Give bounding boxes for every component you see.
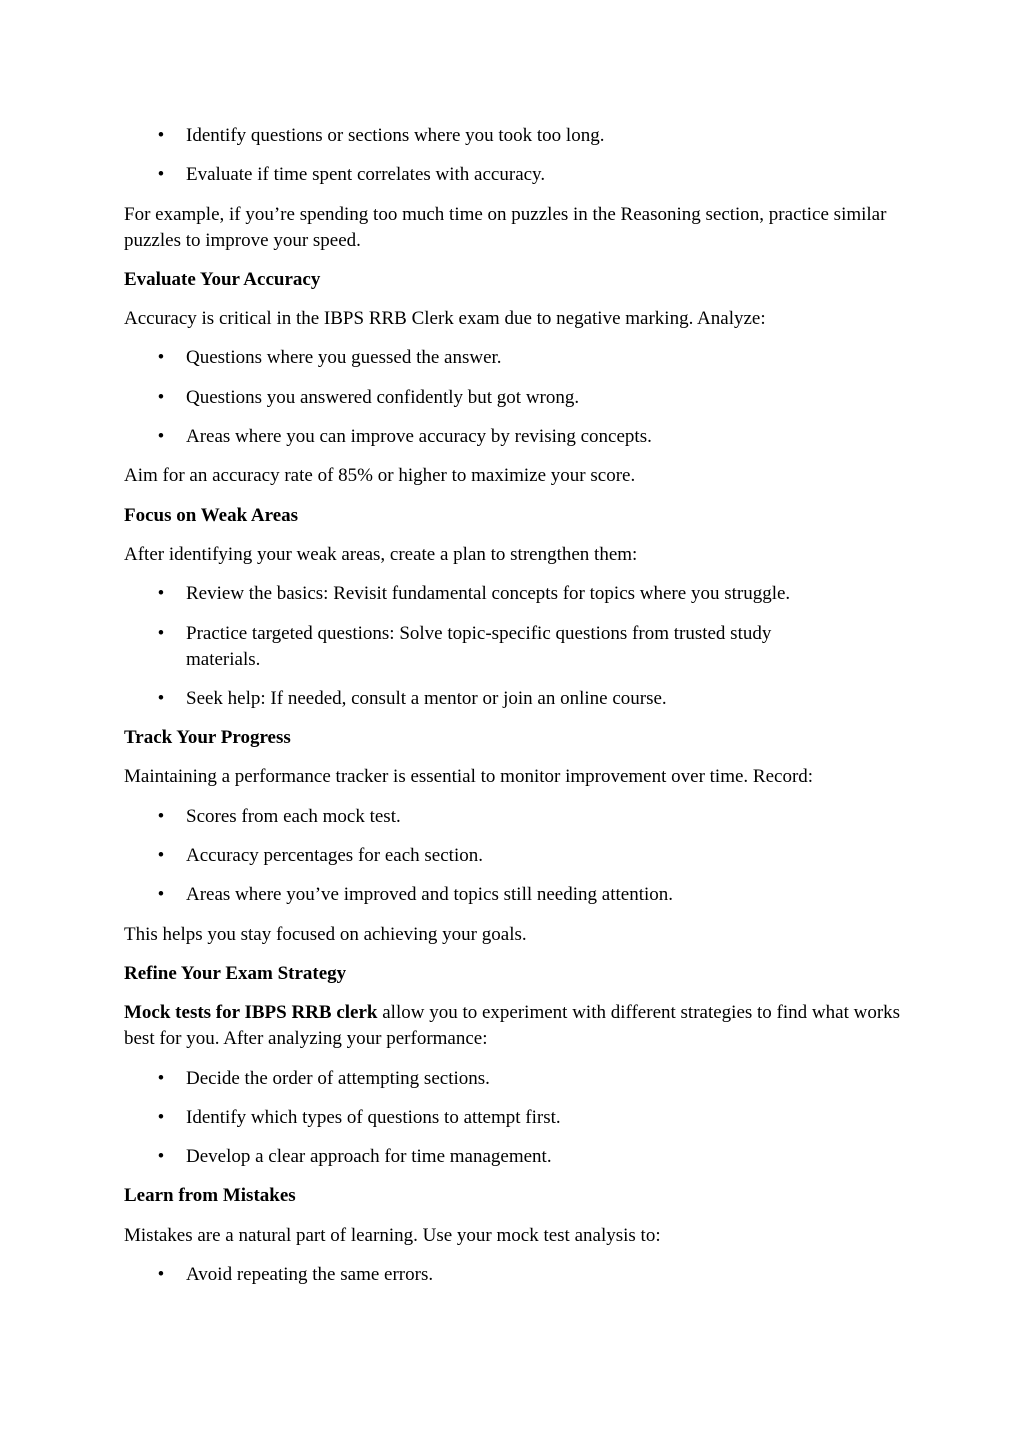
list-item (124, 804, 904, 830)
section-heading: Focus on Weak Areas (124, 505, 299, 526)
list-item (124, 345, 904, 371)
bullet-icon: • (157, 688, 165, 709)
list-item-text: Identify questions or sections where you took too long. (186, 125, 605, 146)
list-item (124, 385, 904, 411)
bullet-icon: • (157, 125, 165, 146)
list-item-text: Identify which types of questions to attempt first. (186, 1107, 561, 1128)
list-item-text: Questions where you guessed the answer. (186, 347, 502, 368)
list-item-text: Areas where you’ve improved and topics still needing attention. (186, 884, 674, 905)
list-item-text: Areas where you can improve accuracy by revising concepts. (186, 426, 652, 447)
list-item (124, 1262, 904, 1288)
list-item-text: Evaluate if time spent correlates with accuracy. (186, 164, 546, 185)
list-item-text: Seek help: If needed, consult a mentor or join an online course. (186, 688, 667, 709)
bullet-icon: • (157, 1264, 165, 1285)
bullet-icon: • (157, 583, 165, 604)
paragraph-outro: This helps you stay focused on achieving your goals. (124, 924, 527, 945)
bold-phrase: Mock tests for IBPS RRB clerk (124, 1002, 378, 1023)
list-item (124, 621, 904, 673)
list-item (124, 162, 904, 188)
paragraph-intro: Maintaining a performance tracker is essential to monitor improvement over time. Record: (124, 766, 814, 787)
list-item (124, 843, 904, 869)
list-item (124, 581, 904, 607)
section-heading: Learn from Mistakes (124, 1185, 296, 1206)
list-item-text: Decide the order of attempting sections. (186, 1068, 490, 1089)
paragraph-example: For example, if you’re spending too much time on puzzles in the Reasoning section, practice similar puzzles to improve your speed. (124, 204, 887, 251)
list-item-text: Develop a clear approach for time management. (186, 1146, 552, 1167)
bullet-icon: • (157, 426, 165, 447)
list-item (124, 424, 904, 450)
bullet-icon: • (157, 623, 165, 644)
bullet-icon: • (157, 806, 165, 827)
bullet-icon: • (157, 1068, 165, 1089)
bullet-icon: • (157, 845, 165, 866)
list-item-text: Accuracy percentages for each section. (186, 845, 483, 866)
paragraph-intro: After identifying your weak areas, create a plan to strengthen them: (124, 544, 638, 565)
bullet-icon: • (157, 164, 165, 185)
bullet-icon: • (157, 347, 165, 368)
list-item (124, 123, 904, 149)
list-item-text: Questions you answered confidently but got wrong. (186, 387, 580, 408)
list-item-text: Practice targeted questions: Solve topic-specific questions from trusted study materials. (186, 623, 772, 670)
list-item-text: Review the basics: Revisit fundamental concepts for topics where you struggle. (186, 583, 791, 604)
list-item (124, 686, 904, 712)
list-item (124, 1105, 904, 1131)
paragraph-text: allow you to experiment with different strategies to find what works best for you. After analyzing your performance: (124, 1002, 901, 1049)
paragraph-intro: Accuracy is critical in the IBPS RRB Clerk exam due to negative marking. Analyze: (124, 308, 766, 329)
bullet-icon: • (157, 1107, 165, 1128)
list-item (124, 1144, 904, 1170)
bullet-icon: • (157, 1146, 165, 1167)
paragraph-outro: Aim for an accuracy rate of 85% or higher to maximize your score. (124, 465, 636, 486)
paragraph-intro (124, 1000, 904, 1052)
bullet-icon: • (157, 387, 165, 408)
section-heading: Refine Your Exam Strategy (124, 963, 347, 984)
list-item-text: Scores from each mock test. (186, 806, 401, 827)
list-item-text: Avoid repeating the same errors. (186, 1264, 434, 1285)
bullet-icon: • (157, 884, 165, 905)
section-heading: Evaluate Your Accuracy (124, 269, 321, 290)
section-heading: Track Your Progress (124, 727, 291, 748)
list-item (124, 882, 904, 908)
list-item (124, 1066, 904, 1092)
paragraph-intro: Mistakes are a natural part of learning. Use your mock test analysis to: (124, 1225, 661, 1246)
